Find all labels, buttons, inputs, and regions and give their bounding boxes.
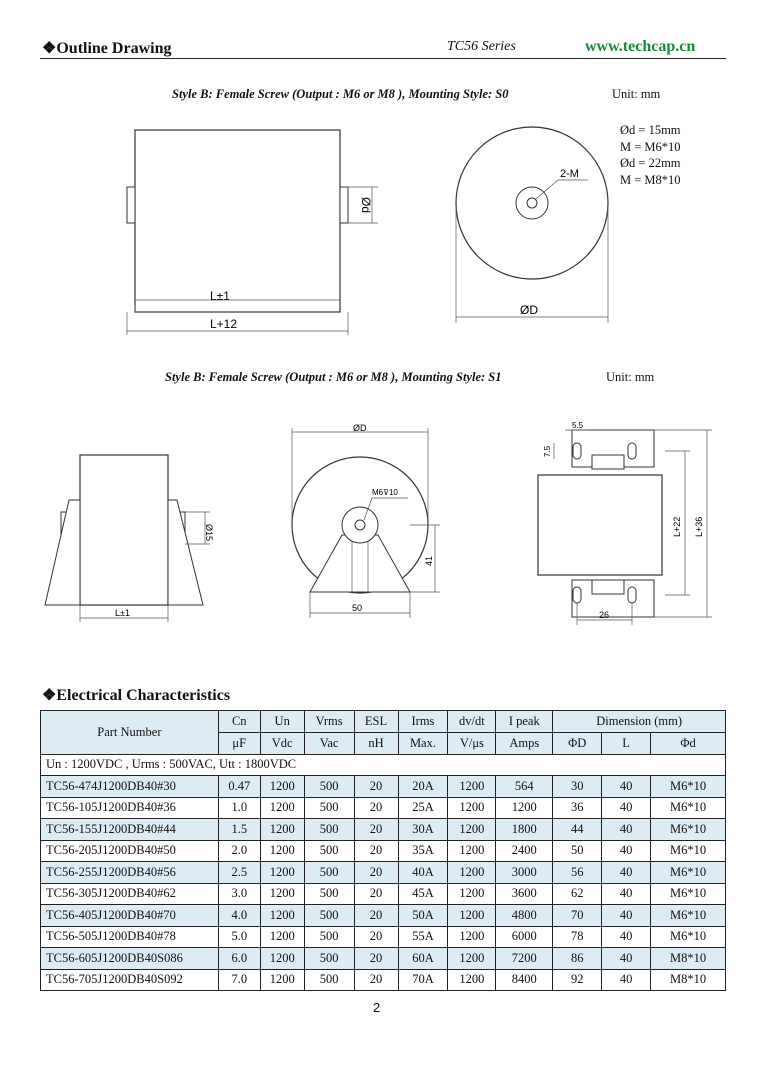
cell-dvdt: 1200 [448, 862, 496, 884]
s1-slot-2 [628, 443, 636, 459]
cell-part-number: TC56-505J1200DB40#78 [41, 926, 219, 948]
cell-part-number: TC56-305J1200DB40#62 [41, 883, 219, 905]
cell-dim-L: 40 [602, 948, 651, 970]
cell-vrms: 500 [304, 797, 354, 819]
s1-D-label: ØD [353, 423, 367, 433]
cell-ipeak: 3600 [496, 883, 553, 905]
s1-m6-label: M6⊽10 [372, 488, 398, 497]
cell-esl: 20 [354, 840, 398, 862]
cell-ipeak: 1200 [496, 797, 553, 819]
cell-dim-D: 92 [553, 969, 602, 991]
s1-d75-label: 7.5 [543, 445, 552, 457]
s1-top-body [538, 475, 662, 575]
s0-end-view-drawing [450, 115, 620, 330]
cell-dvdt: 1200 [448, 797, 496, 819]
cell-irms: 70A [398, 969, 448, 991]
cell-dvdt: 1200 [448, 819, 496, 841]
unit-phid-upper: ΦD [553, 733, 602, 755]
cell-cn: 6.0 [218, 948, 260, 970]
electrical-section-title: ❖Electrical Characteristics [42, 687, 231, 704]
cell-cn: 2.5 [218, 862, 260, 884]
cell-irms: 45A [398, 883, 448, 905]
cell-dim-L: 40 [602, 776, 651, 798]
cell-dvdt: 1200 [448, 969, 496, 991]
table-row [41, 969, 726, 991]
cell-vrms: 500 [304, 926, 354, 948]
cell-part-number: TC56-105J1200DB40#36 [41, 797, 219, 819]
s0-l1-label: L±1 [210, 289, 230, 303]
header-un: Un [260, 711, 304, 733]
cell-esl: 20 [354, 819, 398, 841]
s0-m-label: 2-M [560, 168, 579, 180]
table-header-row-1 [41, 711, 726, 733]
s1-top-terminal-lower [592, 580, 624, 594]
cell-dvdt: 1200 [448, 776, 496, 798]
s1-screw-hole [355, 520, 365, 530]
s1-w26-label: 26 [599, 610, 610, 620]
cell-dim-d: M6*10 [651, 840, 726, 862]
s1-l1-label: L±1 [115, 608, 130, 618]
s1-l36-label: L+36 [694, 516, 704, 537]
cell-ipeak: 564 [496, 776, 553, 798]
unit-vdc: Vdc [260, 733, 304, 755]
cell-irms: 20A [398, 776, 448, 798]
cell-dvdt: 1200 [448, 840, 496, 862]
unit-amps: Amps [496, 733, 553, 755]
cell-un: 1200 [260, 948, 304, 970]
s1-body [80, 455, 168, 605]
s1-slot-1 [573, 443, 581, 459]
s1-top-terminal-upper [592, 455, 624, 469]
cell-un: 1200 [260, 819, 304, 841]
cell-dvdt: 1200 [448, 948, 496, 970]
cell-ipeak: 6000 [496, 926, 553, 948]
s0-spec-4: M = M8*10 [620, 172, 681, 187]
table-row [41, 883, 726, 905]
cell-dim-D: 44 [553, 819, 602, 841]
ratings-note: Un : 1200VDC , Urms : 500VAC, Utt : 1800VDC [41, 754, 726, 776]
table-row [41, 948, 726, 970]
cell-dim-L: 40 [602, 819, 651, 841]
s0-spec-1: Ød = 15mm [620, 123, 681, 137]
cell-irms: 30A [398, 819, 448, 841]
s1-h41-label: 41 [424, 555, 434, 566]
s0-l12-label: L+12 [210, 317, 238, 331]
cell-un: 1200 [260, 776, 304, 798]
page-number: 2 [373, 1000, 381, 1015]
cell-ipeak: 4800 [496, 905, 553, 927]
cell-dim-D: 36 [553, 797, 602, 819]
s0-screw-hole [527, 198, 537, 208]
unit-l: L [602, 733, 651, 755]
cell-vrms: 500 [304, 948, 354, 970]
s1-d55-label: 5.5 [572, 421, 584, 430]
cell-esl: 20 [354, 969, 398, 991]
cell-ipeak: 3000 [496, 862, 553, 884]
table-row [41, 840, 726, 862]
cell-dim-L: 40 [602, 797, 651, 819]
website-link[interactable]: www.techcap.cn [585, 38, 696, 55]
unit-max: Max. [398, 733, 448, 755]
cell-un: 1200 [260, 905, 304, 927]
cell-dim-D: 30 [553, 776, 602, 798]
cell-dim-L: 40 [602, 926, 651, 948]
cell-dim-D: 56 [553, 862, 602, 884]
unit-vus: V/μs [448, 733, 496, 755]
cell-dvdt: 1200 [448, 883, 496, 905]
cell-esl: 20 [354, 948, 398, 970]
cell-irms: 50A [398, 905, 448, 927]
header-dimension: Dimension (mm) [553, 711, 726, 733]
cell-cn: 7.0 [218, 969, 260, 991]
s1-slot-4 [628, 587, 636, 603]
cell-esl: 20 [354, 776, 398, 798]
cell-part-number: TC56-474J1200DB40#30 [41, 776, 219, 798]
cell-dim-L: 40 [602, 840, 651, 862]
header-dvdt: dv/dt [448, 711, 496, 733]
cell-dim-D: 50 [553, 840, 602, 862]
cell-un: 1200 [260, 797, 304, 819]
s0-spec-3: Ød = 22mm [620, 156, 681, 170]
cell-cn: 5.0 [218, 926, 260, 948]
s1-unit: Unit: mm [606, 370, 655, 384]
cell-cn: 2.0 [218, 840, 260, 862]
cell-un: 1200 [260, 926, 304, 948]
cell-vrms: 500 [304, 883, 354, 905]
cell-cn: 1.0 [218, 797, 260, 819]
cell-dim-d: M6*10 [651, 776, 726, 798]
cell-vrms: 500 [304, 776, 354, 798]
cell-un: 1200 [260, 840, 304, 862]
header-rule [40, 58, 726, 59]
cell-ipeak: 1800 [496, 819, 553, 841]
table-row [41, 926, 726, 948]
s0-D-label: ØD [520, 303, 538, 317]
s0-spec-2: M = M6*10 [620, 139, 681, 154]
s0-side-view-drawing [110, 115, 420, 345]
table-row [41, 905, 726, 927]
cell-ipeak: 8400 [496, 969, 553, 991]
cell-part-number: TC56-155J1200DB40#44 [41, 819, 219, 841]
header-irms: Irms [398, 711, 448, 733]
cell-dim-d: M6*10 [651, 905, 726, 927]
series-name: TC56 Series [447, 39, 516, 54]
s1-d15-label: Ø15 [204, 524, 214, 542]
s0-unit: Unit: mm [612, 87, 661, 101]
cell-esl: 20 [354, 883, 398, 905]
cell-cn: 0.47 [218, 776, 260, 798]
s1-l22-label: L+22 [672, 516, 682, 537]
cell-dim-L: 40 [602, 905, 651, 927]
header-vrms: Vrms [304, 711, 354, 733]
s0-d-label: Ød [359, 197, 373, 214]
cell-esl: 20 [354, 862, 398, 884]
cell-dim-d: M8*10 [651, 948, 726, 970]
cell-part-number: TC56-705J1200DB40S092 [41, 969, 219, 991]
page-title: ❖Outline Drawing [42, 40, 172, 57]
header-cn: Cn [218, 711, 260, 733]
electrical-table [40, 710, 726, 991]
cell-un: 1200 [260, 969, 304, 991]
cell-esl: 20 [354, 905, 398, 927]
unit-phid-lower: Φd [651, 733, 726, 755]
s0-left-terminal [127, 187, 135, 223]
cell-dim-D: 78 [553, 926, 602, 948]
cell-dim-d: M6*10 [651, 926, 726, 948]
s0-right-terminal [340, 187, 348, 223]
cell-dim-d: M6*10 [651, 862, 726, 884]
cell-vrms: 500 [304, 819, 354, 841]
cell-part-number: TC56-405J1200DB40#70 [41, 905, 219, 927]
cell-vrms: 500 [304, 969, 354, 991]
table-row [41, 776, 726, 798]
cell-dim-d: M8*10 [651, 969, 726, 991]
cell-dim-d: M6*10 [651, 797, 726, 819]
cell-dim-L: 40 [602, 969, 651, 991]
s1-top-view-drawing [520, 415, 720, 627]
s0-caption: Style B: Female Screw (Output : M6 or M8 ), Mounting Style: S0 [172, 87, 509, 101]
cell-ipeak: 2400 [496, 840, 553, 862]
s1-w50-label: 50 [352, 603, 363, 613]
unit-vac: Vac [304, 733, 354, 755]
cell-dim-D: 62 [553, 883, 602, 905]
s1-caption: Style B: Female Screw (Output : M6 or M8 ), Mounting Style: S1 [165, 370, 502, 384]
unit-nh: nH [354, 733, 398, 755]
ratings-note-row [41, 754, 726, 776]
cell-dvdt: 1200 [448, 926, 496, 948]
header-esl: ESL [354, 711, 398, 733]
cell-part-number: TC56-255J1200DB40#56 [41, 862, 219, 884]
s1-end-view-drawing [280, 420, 450, 625]
cell-ipeak: 7200 [496, 948, 553, 970]
table-row [41, 797, 726, 819]
cell-part-number: TC56-605J1200DB40S086 [41, 948, 219, 970]
cell-irms: 40A [398, 862, 448, 884]
cell-dim-D: 86 [553, 948, 602, 970]
cell-irms: 25A [398, 797, 448, 819]
cell-irms: 55A [398, 926, 448, 948]
cell-dim-d: M6*10 [651, 819, 726, 841]
cell-irms: 35A [398, 840, 448, 862]
cell-cn: 4.0 [218, 905, 260, 927]
cell-dim-L: 40 [602, 862, 651, 884]
cell-esl: 20 [354, 797, 398, 819]
cell-dvdt: 1200 [448, 905, 496, 927]
cell-un: 1200 [260, 883, 304, 905]
cell-un: 1200 [260, 862, 304, 884]
table-row [41, 819, 726, 841]
cell-part-number: TC56-205J1200DB40#50 [41, 840, 219, 862]
cell-dim-L: 40 [602, 883, 651, 905]
cell-vrms: 500 [304, 862, 354, 884]
s1-side-view-drawing [40, 440, 240, 625]
cell-vrms: 500 [304, 905, 354, 927]
header-ipeak: I peak [496, 711, 553, 733]
header-part-number: Part Number [41, 711, 219, 755]
cell-cn: 3.0 [218, 883, 260, 905]
cell-dim-D: 70 [553, 905, 602, 927]
cell-vrms: 500 [304, 840, 354, 862]
cell-dim-d: M6*10 [651, 883, 726, 905]
cell-cn: 1.5 [218, 819, 260, 841]
s0-body [135, 130, 340, 312]
table-row [41, 862, 726, 884]
unit-uf: μF [218, 733, 260, 755]
cell-irms: 60A [398, 948, 448, 970]
s1-slot-3 [573, 587, 581, 603]
s0-spec-list [620, 122, 681, 188]
cell-esl: 20 [354, 926, 398, 948]
